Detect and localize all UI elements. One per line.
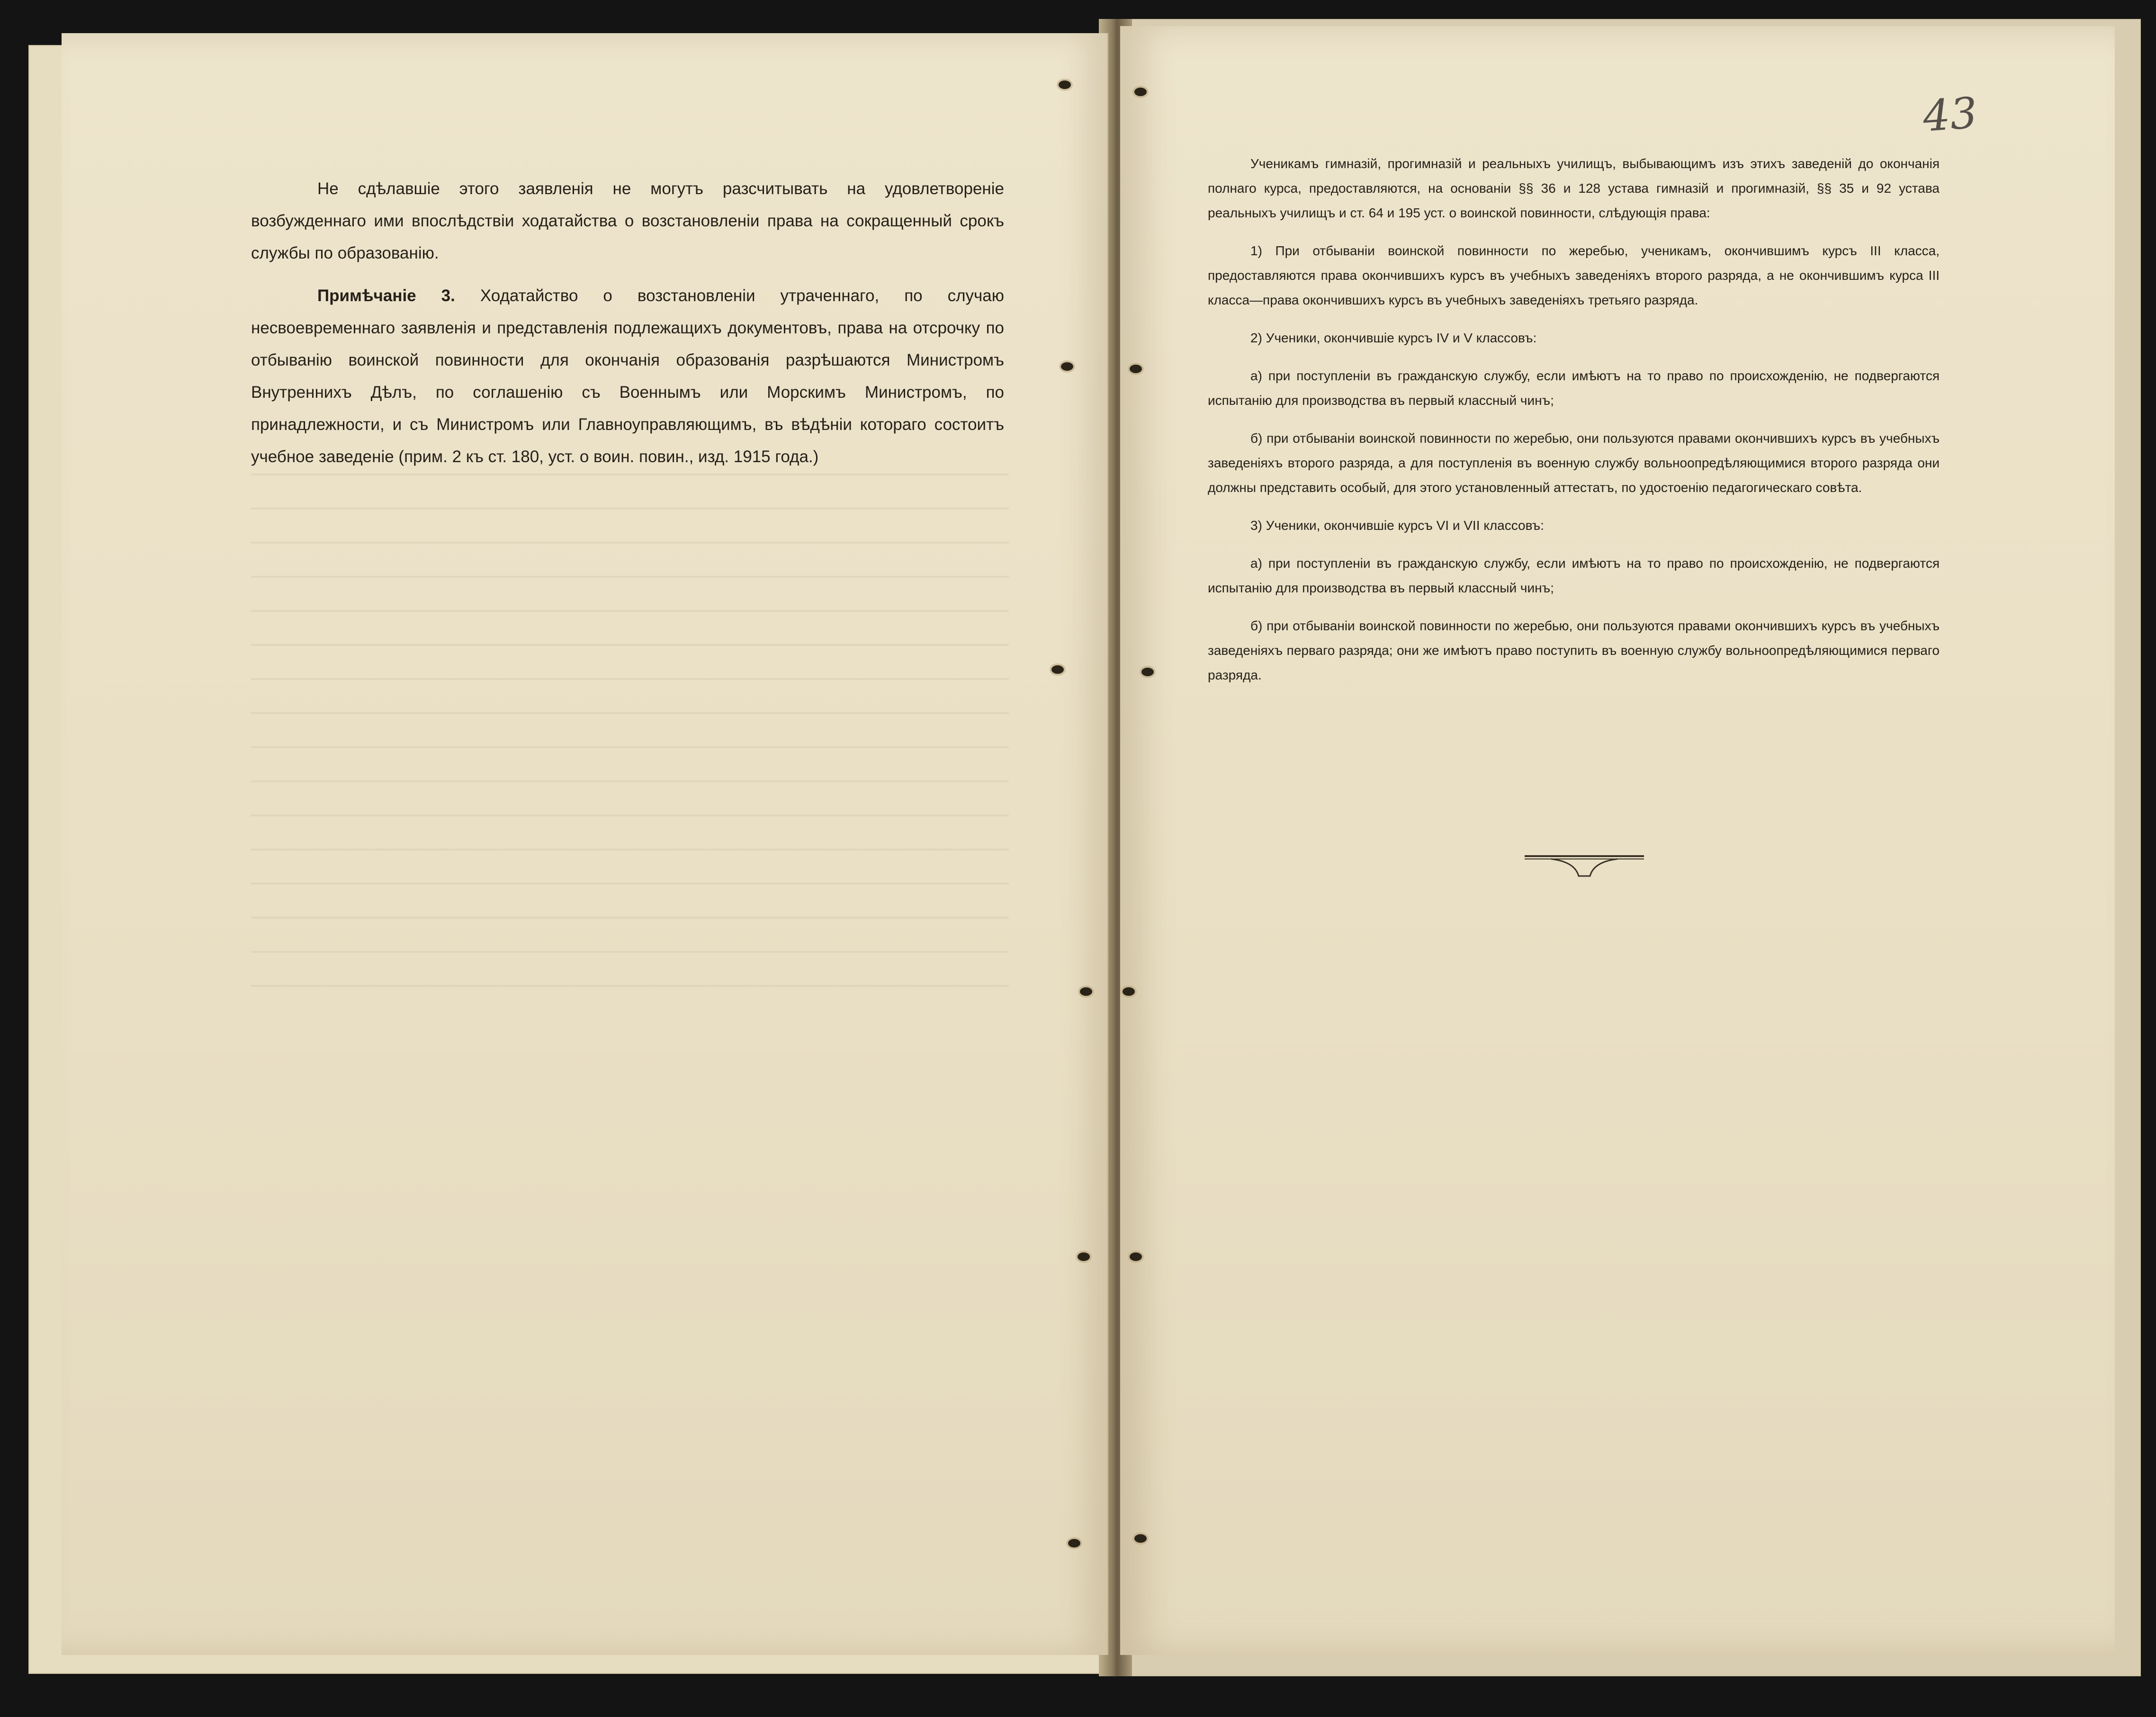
binding-hole xyxy=(1068,1539,1080,1547)
binding-hole xyxy=(1123,987,1135,996)
note-paragraph xyxy=(251,280,1004,473)
binding-hole xyxy=(1130,365,1142,373)
binding-hole xyxy=(1134,88,1147,96)
note-label: Примѣчаніе 3. xyxy=(317,286,455,305)
binding-hole xyxy=(1080,987,1092,996)
binding-hole xyxy=(1141,668,1154,676)
left-paragraph: Не сдѣлавшіе этого заявленія не могутъ разсчитывать на удовлетвореніе возбужденнаго ими впослѣдствіи ходатайства о возстановленіи права на сокращенный срокъ службы по образованію. xyxy=(251,179,1004,262)
binding-hole xyxy=(1130,1252,1142,1261)
item-1-paragraph: 1) При отбываніи воинской повинности по жеребью, ученикамъ, окончившимъ курсъ III класса, предоставляются права окончившихъ курсъ въ учебныхъ заведеніяхъ второго разряда, а не окончившимъ курса III класса—права окончившихъ курсъ въ учебныхъ заведеніяхъ третьяго разряда. xyxy=(1208,243,1940,307)
intro-paragraph: Ученикамъ гимназій, прогимназій и реальныхъ училищъ, выбывающимъ изъ этихъ заведеній до окончанія полнаго курса, предоставляются, на основаніи §§ 36 и 128 устава гимназій и прогимназій, §§ 35 и 92 устава реальныхъ училищъ и ст. 64 и 195 уст. о воинской повинности, слѣдующія права: xyxy=(1208,156,1940,220)
item-3a-paragraph: а) при поступленіи въ гражданскую службу, если имѣютъ на то право по происхожденію, не подвергаются испытанію для производства въ первый классный чинъ; xyxy=(1208,556,1940,595)
binding-hole xyxy=(1061,362,1073,371)
note-text: Ходатайство о возстановленіи утраченнаго, по случаю несвоевременнаго заявленія и представленія подлежащихъ документовъ, права на отсрочку по отбыванію воинской повинности для окончанія образованія разрѣшаются Министромъ Внутреннихъ Дѣлъ, по соглашенію съ Военнымъ или Морскимъ Министромъ, по принадлежности, и съ Министромъ или Главноуправляющимъ, въ вѣдѣніи котораго состоитъ учебное заведеніе (прим. 2 къ ст. 180, уст. о воин. повин., изд. 1915 года.) xyxy=(251,286,1004,466)
binding-hole xyxy=(1078,1252,1090,1261)
right-page-text xyxy=(1208,152,1940,688)
binding-hole xyxy=(1059,80,1071,89)
item-2b-paragraph: б) при отбываніи воинской повинности по жеребью, они пользуются правами окончившихъ курсъ въ учебныхъ заведеніяхъ второго разряда, а для поступленія въ военную службу вольноопредѣляющимися второго разряда они должны представить особый, для этого установленный аттестатъ, по удостоенію педагогическаго совѣта. xyxy=(1208,431,1940,495)
binding-hole xyxy=(1134,1534,1147,1543)
handwritten-page-number: 43 xyxy=(1921,88,1979,142)
show-through-text xyxy=(251,474,1009,994)
item-2a-paragraph: а) при поступленіи въ гражданскую службу, если имѣютъ на то право по происхожденію, не подвергаются испытанію для производства въ первый классный чинъ; xyxy=(1208,368,1940,408)
end-ornament xyxy=(1523,852,1646,885)
item-2-heading: 2) Ученики, окончившіе курсъ IV и V классовъ: xyxy=(1250,331,1537,345)
binding-hole xyxy=(1051,665,1064,674)
item-3b-paragraph: б) при отбываніи воинской повинности по жеребью, они пользуются правами окончившихъ курсъ въ учебныхъ заведеніяхъ перваго разряда; они же имѣютъ право поступить въ военную службу вольноопредѣляющимися перваго разряда. xyxy=(1208,618,1940,682)
item-3-heading: 3) Ученики, окончившіе курсъ VI и VII классовъ: xyxy=(1250,518,1544,533)
left-page-text xyxy=(251,173,1004,473)
